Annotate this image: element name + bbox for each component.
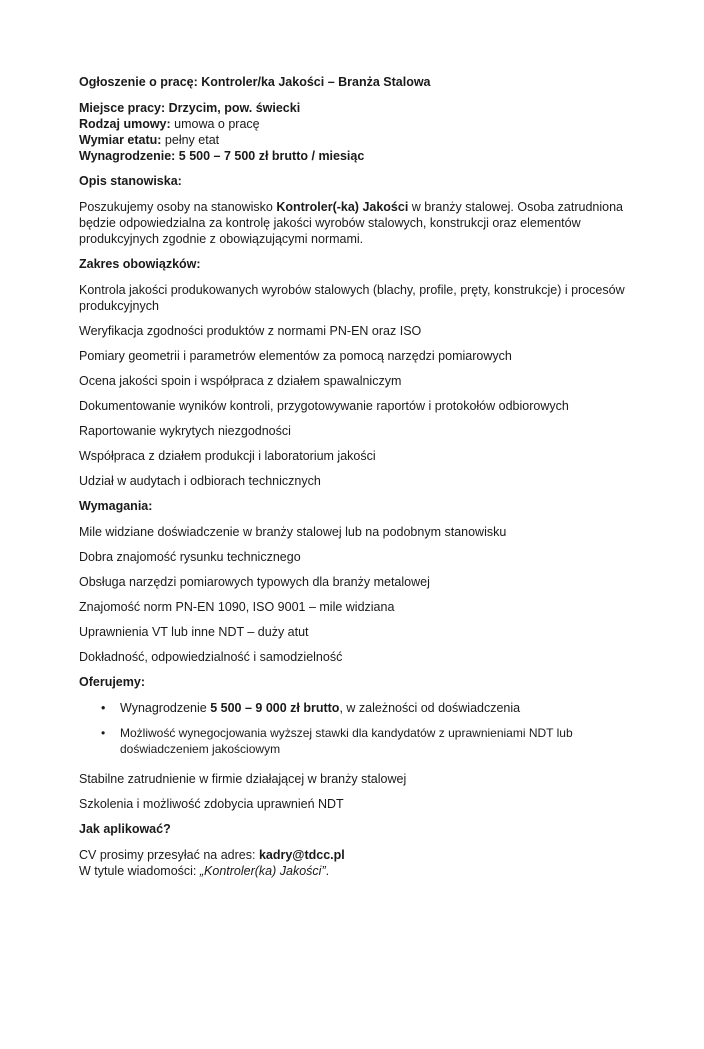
apply-subject: „Kontroler(ka) Jakości” [199,864,326,878]
duty-item: Ocena jakości spoin i współpraca z działem spawalniczym [79,374,402,388]
offer-heading: Oferujemy: [79,675,145,689]
time-line [79,132,639,148]
description-pre: Poszukujemy osoby na stanowisko [79,200,277,214]
time-label: Wymiar etatu: [79,133,162,147]
requirements-heading: Wymagania: [79,499,153,513]
offer-salary-pre: Wynagrodzenie [120,701,211,715]
page-title: Ogłoszenie o pracę: Kontroler/ka Jakości – Branża Stalowa [79,75,431,89]
duty-item: Raportowanie wykrytych niezgodności [79,424,291,438]
apply-email-pre: CV prosimy przesyłać na adres: [79,848,259,862]
requirement-item: Znajomość norm PN-EN 1090, ISO 9001 – mile widziana [79,600,395,614]
offer-bullet-salary [120,700,639,716]
description-post: w branży stalowej. Osoba zatrudniona będzie odpowiedzialna za kontrolę jakości wyrobów stalowych, konstrukcji oraz elementów produkcyjnych zgodnie z obowiązującymi normami. [79,200,624,246]
duty-item: Kontrola jakości produkowanych wyrobów stalowych (blachy, profile, pręty, konstrukcje) i procesów produkcyjnych [79,283,625,313]
requirement-item: Uprawnienia VT lub inne NDT – duży atut [79,625,309,639]
apply-line-subject [79,863,639,879]
offer-bullet-negotiation: • Możliwość wynegocjowania wyższej stawki dla kandydatów z uprawnieniami NDT lub doświadczeniem jakościowym [120,725,639,757]
salary-value: 5 500 – 7 500 zł brutto / miesiąc [178,149,365,163]
apply-subject-post: . [325,864,330,878]
description-bold: Kontroler(-ka) Jakości [276,200,409,214]
apply-subject-pre: W tytule wiadomości: [79,864,200,878]
offer-item: Stabilne zatrudnienie w firmie działającej w branży stalowej [79,772,407,786]
document [79,74,639,879]
requirement-item: Dobra znajomość rysunku technicznego [79,550,301,564]
offer-bullet-list [79,700,639,757]
location-label: Miejsce pracy: [79,101,166,115]
contract-value: umowa o pracę [174,117,260,131]
apply-heading: Jak aplikować? [79,822,171,836]
offer-salary-bold: 5 500 – 9 000 zł brutto [210,701,340,715]
duty-item: Udział w audytach i odbiorach technicznych [79,474,321,488]
requirement-item: Mile widziane doświadczenie w branży stalowej lub na podobnym stanowisku [79,525,507,539]
time-value: pełny etat [164,133,220,147]
requirement-item: Obsługa narzędzi pomiarowych typowych dla branży metalowej [79,575,430,589]
description-text [79,199,639,247]
duty-item: Weryfikacja zgodności produktów z normami PN-EN oraz ISO [79,324,422,338]
apply-line-email [79,847,639,863]
offer-salary-post: , w zależności od doświadczenia [339,701,521,715]
salary-label: Wynagrodzenie: [79,149,176,163]
duty-item: Współpraca z działem produkcji i laboratorium jakości [79,449,376,463]
salary-line [79,148,639,164]
job-meta [79,100,639,164]
requirement-item: Dokładność, odpowiedzialność i samodzielność [79,650,343,664]
duties-heading: Zakres obowiązków: [79,257,201,271]
location-value: Drzycim, pow. świecki [168,101,301,115]
duty-item: Dokumentowanie wyników kontroli, przygotowywanie raportów i protokołów odbiorowych [79,399,569,413]
duty-item: Pomiary geometrii i parametrów elementów za pomocą narzędzi pomiarowych [79,349,512,363]
offer-item: Szkolenia i możliwość zdobycia uprawnień NDT [79,797,344,811]
contract-label: Rodzaj umowy: [79,117,171,131]
contract-line [79,116,639,132]
description-heading: Opis stanowiska: [79,174,182,188]
location-line [79,100,639,116]
apply-email: kadry@tdcc.pl [258,848,345,862]
